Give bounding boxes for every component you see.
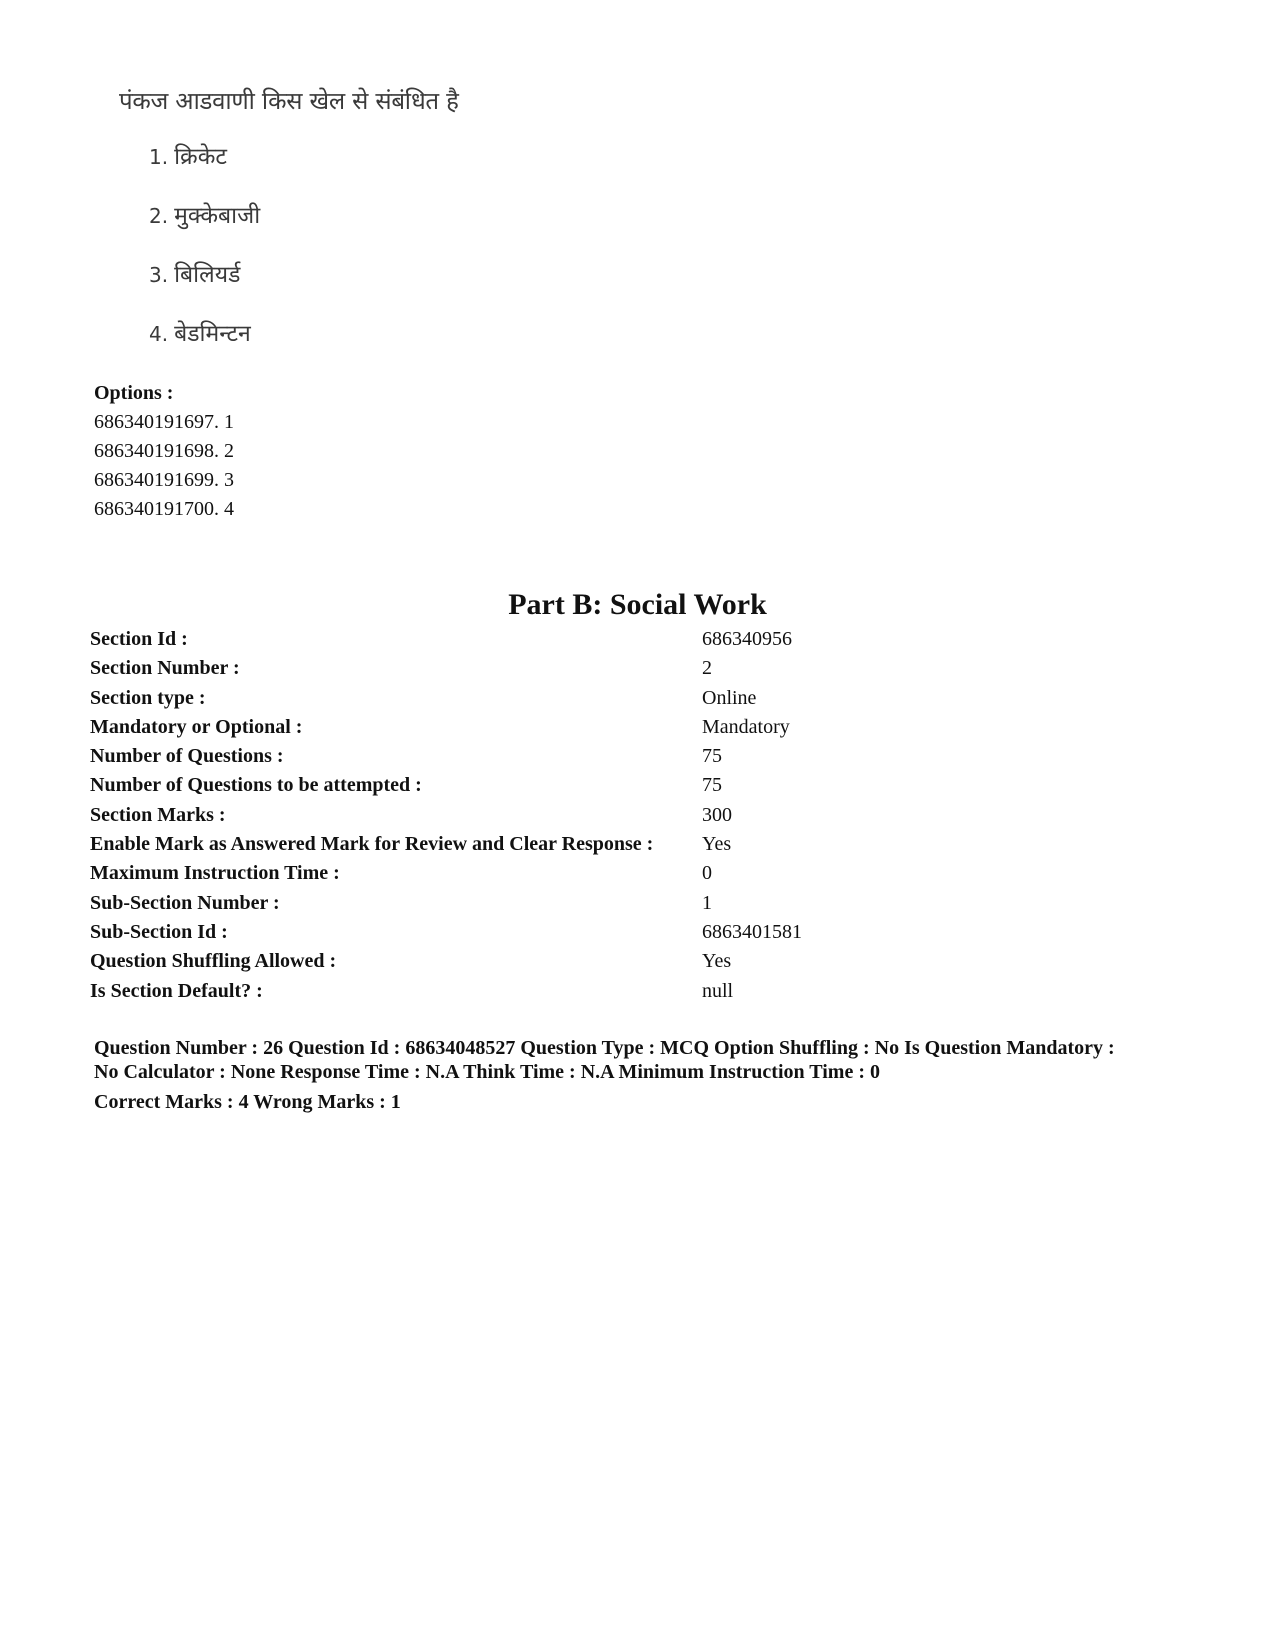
section-info-label: Number of Questions : <box>90 745 284 768</box>
marks-line: Correct Marks : 4 Wrong Marks : 1 <box>94 1091 401 1113</box>
option-id-line: 686340191699. 3 <box>94 469 234 491</box>
section-info-label: Maximum Instruction Time : <box>90 862 340 885</box>
section-info-value: 300 <box>702 803 732 826</box>
section-info-value: 2 <box>702 657 712 680</box>
hindi-option-item <box>149 142 260 201</box>
section-info-label: Section Number : <box>90 657 240 680</box>
section-info-label: Sub-Section Number : <box>90 891 280 914</box>
section-info-row <box>90 949 802 978</box>
question-header-line: No Calculator : None Response Time : N.A Think Time : N.A Minimum Instruction Time : 0 <box>94 1061 880 1083</box>
section-info-value: Yes <box>702 950 732 973</box>
hindi-question-text: पंकज आडवाणी किस खेल से संबंधित है <box>119 87 459 115</box>
hindi-option-text: बिलियर्ड <box>174 262 241 288</box>
section-info-value: 686340956 <box>702 628 792 650</box>
section-info-row <box>90 920 802 949</box>
section-info-label: Number of Questions to be attempted : <box>90 774 422 797</box>
section-info-value: 6863401581 <box>702 920 802 943</box>
question-header <box>94 1036 1214 1084</box>
section-info-row <box>90 627 802 656</box>
section-info-row <box>90 656 802 685</box>
section-info-value: Online <box>702 686 757 709</box>
hindi-option-text: बेडमिन्टन <box>174 321 251 347</box>
option-id-line: 686340191700. 4 <box>94 498 234 520</box>
hindi-option-item <box>149 201 260 260</box>
hindi-option-number: 4. <box>149 322 169 346</box>
option-id-line: 686340191697. 1 <box>94 411 234 433</box>
option-id-line: 686340191698. 2 <box>94 440 234 462</box>
options-block <box>94 379 234 524</box>
section-info-label: Mandatory or Optional : <box>90 715 303 738</box>
section-info-row <box>90 686 802 715</box>
hindi-option-item <box>149 319 260 378</box>
section-info-value: 75 <box>702 774 722 797</box>
section-info-table <box>90 627 802 1008</box>
section-info-row <box>90 715 802 744</box>
hindi-option-text: मुक्केबाजी <box>174 203 261 229</box>
section-info-label: Section type : <box>90 686 206 709</box>
hindi-option-text: क्रिकेट <box>174 144 227 170</box>
section-info-row <box>90 979 802 1008</box>
options-label: Options : <box>94 382 174 404</box>
section-info-label: Is Section Default? : <box>90 979 263 1002</box>
section-info-label: Sub-Section Id : <box>90 920 228 943</box>
section-info-label: Enable Mark as Answered Mark for Review and Clear Response : <box>90 833 654 856</box>
section-info-value: 75 <box>702 745 722 768</box>
hindi-option-number: 2. <box>149 204 169 228</box>
hindi-option-number: 3. <box>149 263 169 287</box>
section-info-value: null <box>702 979 734 1002</box>
hindi-option-number: 1. <box>149 145 169 169</box>
section-info-label: Section Marks : <box>90 803 226 826</box>
section-info-label: Section Id : <box>90 628 188 650</box>
section-info-value: 0 <box>702 862 712 885</box>
hindi-option-item <box>149 260 260 319</box>
section-info-value: Mandatory <box>702 715 790 738</box>
section-info-row <box>90 803 802 832</box>
section-info-row <box>90 773 802 802</box>
question-header-line: Question Number : 26 Question Id : 68634048527 Question Type : MCQ Option Shuffling : No Is Question Mandatory : <box>94 1037 1115 1059</box>
hindi-option-list <box>149 142 260 378</box>
section-info-label: Question Shuffling Allowed : <box>90 950 337 973</box>
section-info-value: 1 <box>702 891 712 914</box>
section-info-row <box>90 861 802 890</box>
part-title: Part B: Social Work <box>508 588 767 621</box>
section-info-row <box>90 832 802 861</box>
section-info-row <box>90 744 802 773</box>
section-info-row <box>90 891 802 920</box>
section-info-value: Yes <box>702 833 732 856</box>
